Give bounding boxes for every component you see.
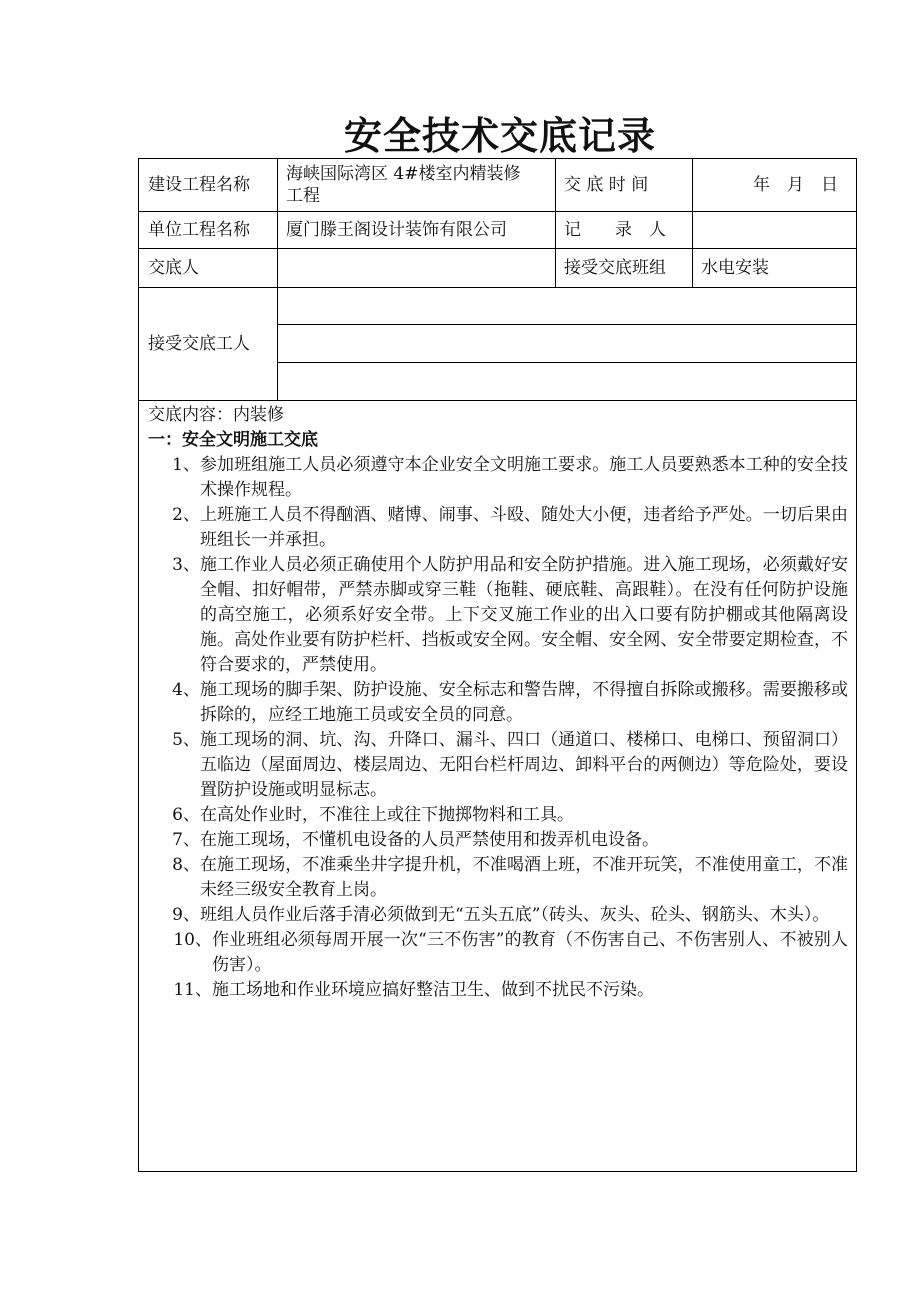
project-name-value: [277, 159, 555, 211]
worker-entry-3[interactable]: [277, 362, 856, 400]
content-intro: 交底内容：内装修: [148, 405, 284, 425]
page-title: 安全技术交底记录: [343, 113, 656, 158]
row-divider: [139, 400, 856, 401]
item-text: 在施工现场，不准乘坐井字提升机，不准喝酒上班，不准开玩笑，不准使用童工，不准未经三级安全教育上岗。: [200, 855, 848, 900]
item-text: 在高处作业时，不准往上或往下抛掷物料和工具。: [200, 805, 574, 825]
project-name-label: 建设工程名称: [148, 175, 250, 195]
item-number: 2、: [172, 505, 200, 525]
discloser-label: 交底人: [148, 257, 199, 278]
item-number: 11、: [173, 980, 212, 1000]
project-name-line2: 工程: [286, 186, 320, 206]
item-number: 5、: [172, 730, 200, 750]
item-number: 1、: [172, 455, 200, 475]
list-item: [148, 853, 848, 903]
unit-name-value: 厦门滕王阁设计装饰有限公司: [286, 219, 507, 240]
list-item: [148, 928, 848, 978]
item-text: 施工现场的洞、坑、沟、升降口、漏斗、四口（通道口、楼梯口、电梯口、预留洞口）五临边（屋面周边、楼层周边、无阳台栏杆周边、卸料平台的两侧边）等危险处，要设置防护设施或明显标志。: [200, 730, 848, 800]
item-text: 施工作业人员必须正确使用个人防护用品和安全防护措施。进入施工现场，必须戴好安全帽、扣好帽带，严禁赤脚或穿三鞋（拖鞋、硬底鞋、高跟鞋）。在没有任何防护设施的高空施工，必须系好安全带。上下交叉施工作业的出入口要有防护棚或其他隔离设施。高处作业要有防护栏杆、挡板或安全网。安全帽、安全网、安全带要定期检查，不符合要求的，严禁使用。: [200, 555, 848, 675]
disclosure-time-label: 交 底 时 间: [564, 175, 649, 195]
recorder-value[interactable]: [692, 211, 856, 248]
list-item: [148, 453, 848, 503]
receiving-workers-label: 接受交底工人: [148, 333, 250, 354]
list-item: [148, 678, 848, 728]
list-item: [148, 828, 848, 853]
item-number: 10、: [173, 930, 212, 950]
worker-entry-1[interactable]: [277, 287, 856, 324]
item-text: 班组人员作业后落手清必须做到无“五头五底”（砖头、灰头、砼头、钢筋头、木头）。: [200, 905, 830, 925]
project-name-line1: 海峡国际湾区 4#楼室内精装修: [286, 164, 521, 184]
item-number: 4、: [172, 680, 200, 700]
item-text: 施工场地和作业环境应搞好整洁卫生、做到不扰民不污染。: [212, 980, 654, 1000]
list-item: [148, 553, 848, 678]
list-item: [148, 803, 848, 828]
item-text: 在施工现场，不懂机电设备的人员严禁使用和拨弄机电设备。: [200, 830, 659, 850]
receiving-team-label: 接受交底班组: [564, 257, 666, 278]
section-heading: 一：安全文明施工交底: [148, 430, 318, 450]
disclosure-form: [138, 158, 857, 1172]
item-number: 3、: [172, 555, 200, 575]
list-item: [148, 503, 848, 553]
worker-entry-2[interactable]: [277, 324, 856, 362]
item-number: 6、: [172, 805, 200, 825]
list-item: [148, 978, 848, 1003]
item-text: 上班施工人员不得酗酒、赌博、闹事、斗殴、随处大小便，违者给予严处。一切后果由班组长一并承担。: [200, 505, 848, 550]
disclosure-time-value: 年 月 日: [753, 175, 838, 195]
disclosure-content: [148, 403, 848, 1003]
item-text: 施工现场的脚手架、防护设施、安全标志和警告牌，不得擅自拆除或搬移。需要搬移或拆除的，应经工地施工员或安全员的同意。: [200, 680, 848, 725]
item-number: 9、: [172, 905, 200, 925]
receiving-team-value: 水电安装: [701, 257, 769, 278]
item-text: 作业班组必须每周开展一次“三不伤害”的教育（不伤害自己、不伤害别人、不被别人伤害）。: [212, 930, 848, 975]
item-number: 7、: [172, 830, 200, 850]
list-item: [148, 728, 848, 803]
item-text: 参加班组施工人员必须遵守本企业安全文明施工要求。施工人员要熟悉本工种的安全技术操作规程。: [200, 455, 848, 500]
item-number: 8、: [172, 855, 200, 875]
recorder-label: 记 录 人: [564, 219, 666, 240]
list-item: [148, 903, 848, 928]
discloser-value[interactable]: [277, 248, 555, 287]
unit-name-label: 单位工程名称: [148, 219, 250, 240]
